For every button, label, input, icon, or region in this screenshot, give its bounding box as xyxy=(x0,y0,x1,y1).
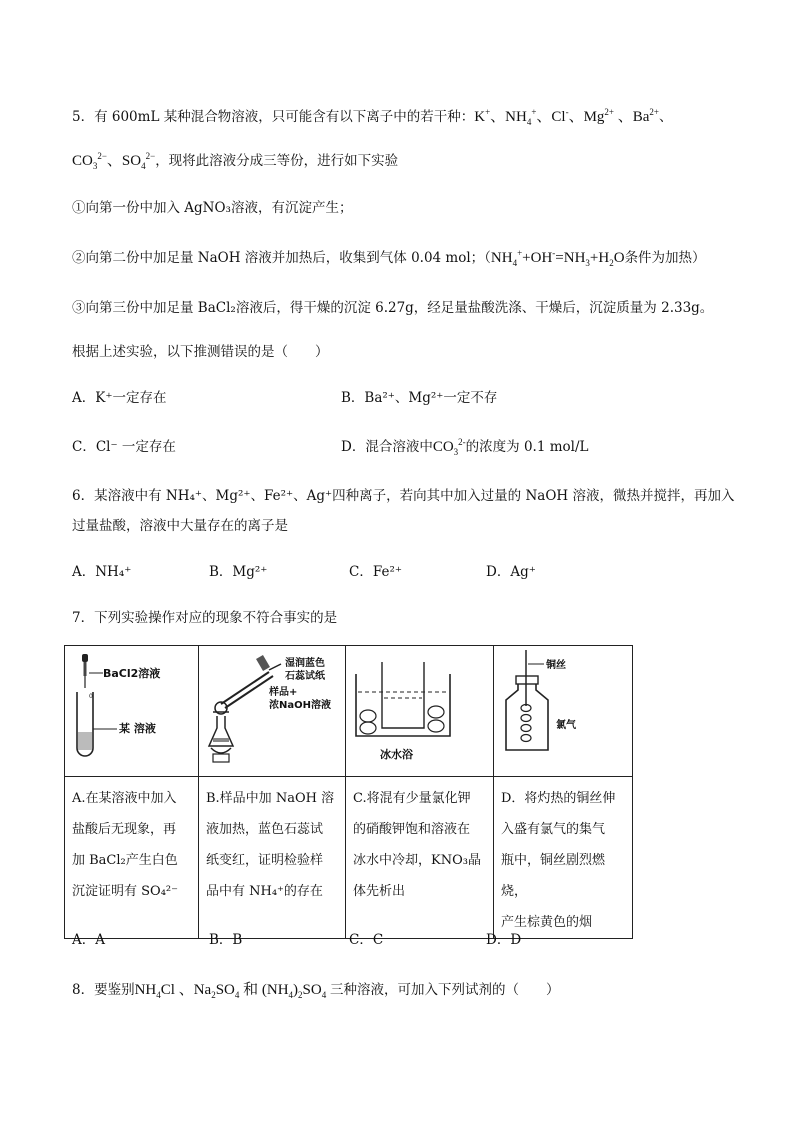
q8-compounds: $NH_4Cl$ 、$Na_2SO_4$ 和 $(NH_4)_2SO_4$ xyxy=(134,982,327,1000)
q7-option-c[interactable]: C．C xyxy=(349,932,384,948)
q7-image-a xyxy=(65,646,199,777)
q6-option-c[interactable]: C．Fe²⁺ xyxy=(349,564,402,580)
q5-exp2: ②向第二份中加足量 NaOH 溶液并加热后，收集到气体 0.04 mol；（$NH_4^++OH^-=NH_3+H_2O$条件为加热） xyxy=(72,248,706,268)
q7-cell-c: C.将混有少量氯化钾 的硝酸钾饱和溶液在 冰水中冷却，KNO₃晶 体先析出 xyxy=(346,777,494,939)
label-solution: 某 溶液 xyxy=(119,722,156,735)
q5-question: 根据上述实验，以下推测错误的是（ ） xyxy=(72,344,329,360)
q7-cell-b: B.样品中加 NaOH 溶 液加热，蓝色石蕊试 纸变红，证明检验样 品中有 NH₄⁺的存在 xyxy=(199,777,346,939)
q7-cell-d: D．将灼热的铜丝伸 入盛有氯气的集气 瓶中，铜丝剧烈燃烧， 产生棕黄色的烟 xyxy=(494,777,633,939)
q7-table xyxy=(64,645,633,939)
label-bacl2: BaCl2溶液 xyxy=(103,667,161,680)
q7-cell-a: A.在某溶液中加入 盐酸后无现象，再 加 BaCl₂产生白色 沉淀证明有 SO₄²⁻ xyxy=(65,777,199,939)
q7-option-b[interactable]: B．B xyxy=(209,932,243,948)
q5-stem-text-2: ，现将此溶液分成三等份，进行如下实验 xyxy=(155,153,399,169)
q6-option-a[interactable]: A．NH₄⁺ xyxy=(72,564,132,580)
q5-option-b[interactable]: B．Ba²⁺、Mg²⁺一定不存 xyxy=(341,390,498,406)
svg-text:湿润蓝色: 湿润蓝色 xyxy=(285,658,325,669)
q7-option-d[interactable]: D．D xyxy=(486,932,522,948)
svg-text:浓NaOH溶液: 浓NaOH溶液 xyxy=(269,700,331,711)
q6-stem-line2: 过量盐酸，溶液中大量存在的离子是 xyxy=(72,518,288,534)
q5-exp3: ③向第三份中加足量 BaCl₂溶液后，得干燥的沉淀 6.27g，经足量盐酸洗涤、干燥后，沉淀质量为 2.33g。 xyxy=(72,300,714,316)
q5-exp1: ①向第一份中加入 AgNO₃溶液，有沉淀产生； xyxy=(72,200,353,216)
q6-stem-line1: 6．某溶液中有 NH₄⁺、Mg²⁺、Fe²⁺、Ag⁺四种离子，若向其中加入过量的 NaOH 溶液，微热并搅拌，再加入 xyxy=(72,488,735,504)
q7-image-d xyxy=(494,646,633,777)
q5-equation: $NH_4^++OH^-=NH_3+H_2O$ xyxy=(490,248,625,268)
ammonia-test-diagram xyxy=(199,646,345,772)
q7-image-c xyxy=(346,646,494,777)
svg-text:石蕊试纸: 石蕊试纸 xyxy=(285,671,325,682)
q6-option-b[interactable]: B．Mg²⁺ xyxy=(209,564,268,580)
q5-ion-list-2: $CO_3^{2-}$、$SO_4^{2-}$ xyxy=(72,151,156,171)
copper-wire-chlorine-diagram xyxy=(494,646,632,772)
svg-text:样品+: 样品+ xyxy=(269,687,298,698)
dropper-testtube-diagram xyxy=(65,646,198,772)
q5-option-d[interactable]: D．混合溶液中$CO_3^{2-}$的浓度为 0.1 mol/L xyxy=(341,437,589,457)
q7-image-b xyxy=(199,646,346,777)
svg-text:0: 0 xyxy=(89,693,93,700)
q7-option-a[interactable]: A．A xyxy=(72,932,105,948)
ice-bath-diagram xyxy=(346,646,493,772)
svg-text:铜丝: 铜丝 xyxy=(546,660,566,671)
q5-stem-line2 xyxy=(72,151,398,171)
q5-ion-list: K+、$NH_4^+$、Cl-、$Mg^{2+}$ 、$Ba^{2+}$ xyxy=(474,107,659,127)
svg-text:冰水浴: 冰水浴 xyxy=(380,748,413,761)
q5-stem-sep: 、 xyxy=(659,109,673,125)
q5-option-a[interactable]: A．K⁺一定存在 xyxy=(72,390,167,406)
q8-stem: 8．要鉴别$NH_4Cl$ 、$Na_2SO_4$ 和 $(NH_4)_2SO_4$ 三种溶液，可加入下列试剂的（ ） xyxy=(72,982,560,1000)
q6-option-d[interactable]: D．Ag⁺ xyxy=(486,564,536,580)
q5-stem-line1 xyxy=(72,107,673,127)
q5-option-c[interactable]: C．Cl⁻ 一定存在 xyxy=(72,439,176,455)
q7-stem: 7．下列实验操作对应的现象不符合事实的是 xyxy=(72,610,338,626)
svg-text:氯气: 氯气 xyxy=(556,720,576,731)
q5-stem-text: 5．有 600mL 某种混合物溶液，只可能含有以下离子中的若干种： xyxy=(72,109,475,125)
